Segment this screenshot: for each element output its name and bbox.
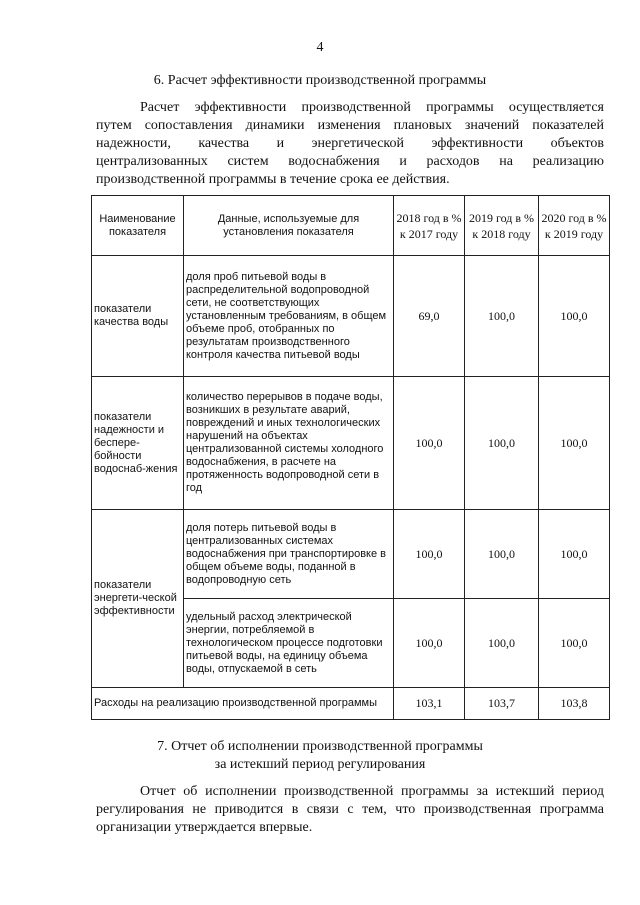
table-footer-row bbox=[92, 688, 610, 720]
paragraph-line: путем сопоставления динамики изменения плановых значений показателей bbox=[96, 118, 604, 133]
paragraph-line: Отчет об исполнении производственной программы за истекший период bbox=[140, 784, 604, 799]
section-6-paragraph bbox=[96, 99, 604, 189]
paragraph-line: организации утверждается впервые. bbox=[96, 820, 313, 835]
value-2018: 100,0 bbox=[394, 510, 465, 599]
page-number: 4 bbox=[316, 40, 324, 55]
indicator-name: показатели надежности и беспере-бойности водоснаб-жения bbox=[92, 377, 184, 510]
value-2019: 100,0 bbox=[465, 377, 539, 510]
expenses-2018: 103,1 bbox=[394, 688, 465, 720]
value-2020: 100,0 bbox=[539, 256, 610, 377]
header-data: Данные, используемые для установления показателя bbox=[184, 196, 394, 256]
table-row bbox=[92, 510, 610, 599]
value-2018: 69,0 bbox=[394, 256, 465, 377]
paragraph-line: надежности, качества и энергетической эффективности объектов bbox=[96, 136, 604, 151]
value-2018: 100,0 bbox=[394, 599, 465, 688]
value-2018: 100,0 bbox=[394, 377, 465, 510]
table-header-row bbox=[92, 196, 610, 256]
paragraph-line: производственной программы в течение срока ее действия. bbox=[96, 172, 450, 187]
section-7-paragraph bbox=[96, 783, 604, 837]
indicator-name: показатели энергети-ческой эффективности bbox=[92, 510, 184, 688]
paragraph-line: регулирования не приводится в связи с тем, что производственная программа bbox=[96, 802, 604, 817]
paragraph-line: Расчет эффективности производственной программы осуществляется bbox=[140, 100, 604, 115]
expenses-2020: 103,8 bbox=[539, 688, 610, 720]
value-2019: 100,0 bbox=[465, 599, 539, 688]
header-2018: 2018 год в % к 2017 году bbox=[394, 196, 465, 256]
indicators-table bbox=[91, 195, 610, 720]
indicator-description: количество перерывов в подаче воды, возникших в результате аварий, повреждений и иных технологических нарушений на объектах централизованной системы холодного водоснабжения, в расчете на протяженность водопроводной сети в год bbox=[184, 377, 394, 510]
header-2020: 2020 год в % к 2019 году bbox=[539, 196, 610, 256]
indicator-description: удельный расход электрической энергии, потребляемой в технологическом процессе подготовки питьевой воды, на единицу объема воды, отпускаемой в сеть bbox=[184, 599, 394, 688]
table-row bbox=[92, 377, 610, 510]
value-2019: 100,0 bbox=[465, 256, 539, 377]
section-7-title-line2: за истекший период регулирования bbox=[214, 757, 426, 772]
paragraph-line: централизованных систем водоснабжения и расходов на реализацию bbox=[96, 154, 604, 169]
header-name: Наименование показателя bbox=[92, 196, 184, 256]
indicator-description: доля проб питьевой воды в распределительной водопроводной сети, не соответствующих установленным требованиям, в общем объеме проб, отобранных по результатам производственного контроля качества питьевой воды bbox=[184, 256, 394, 377]
value-2020: 100,0 bbox=[539, 377, 610, 510]
header-2019: 2019 год в % к 2018 году bbox=[465, 196, 539, 256]
table-row bbox=[92, 256, 610, 377]
value-2020: 100,0 bbox=[539, 510, 610, 599]
expenses-label: Расходы на реализацию производственной программы bbox=[92, 688, 394, 720]
indicator-name: показатели качества воды bbox=[92, 256, 184, 377]
value-2020: 100,0 bbox=[539, 599, 610, 688]
value-2019: 100,0 bbox=[465, 510, 539, 599]
section-7-title-line1: 7. Отчет об исполнении производственной программы bbox=[157, 739, 483, 754]
expenses-2019: 103,7 bbox=[465, 688, 539, 720]
section-6-title: 6. Расчет эффективности производственной программы bbox=[153, 73, 487, 88]
indicator-description: доля потерь питьевой воды в централизованных системах водоснабжения при транспортировке в общем объеме воды, поданной в водопроводную сеть bbox=[184, 510, 394, 599]
